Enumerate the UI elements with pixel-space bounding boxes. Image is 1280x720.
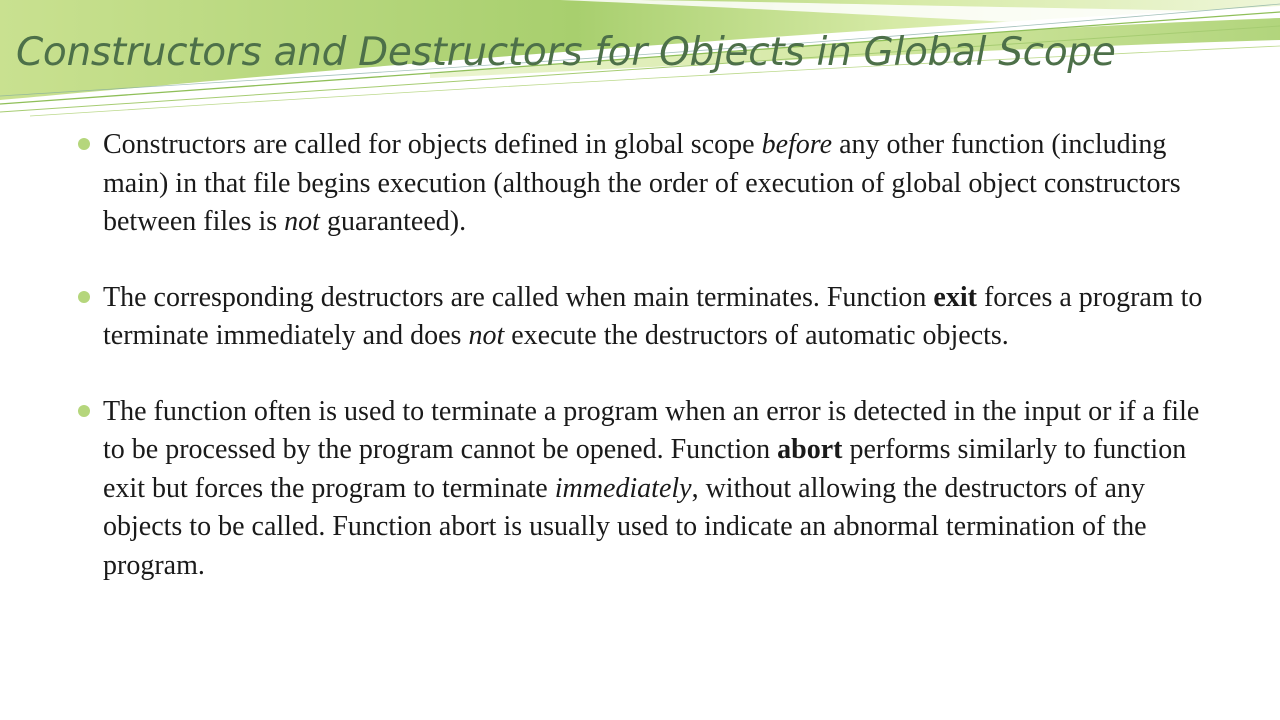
text-run: The function often is used to terminate a program when an error is detected in the input or if a file to be processed by the program cannot be opened. Function (103, 395, 1200, 465)
bullet-item (78, 279, 1228, 356)
bullet-item (78, 126, 1228, 242)
bullet-dot-icon (78, 291, 90, 303)
text-run: forces a program to terminate immediately and does (103, 281, 1203, 351)
bullet-dot-icon (78, 138, 90, 150)
text-run-bold: abort (777, 434, 843, 465)
bullet-text (103, 126, 1228, 242)
bullet-text (103, 279, 1228, 356)
text-run: any other function (including main) in that file begins execution (although the order of execution of global object constructors between files is (103, 129, 1181, 237)
bullet-list (78, 126, 1228, 622)
text-run: performs similarly to function exit but forces the program to terminate (103, 434, 1187, 504)
text-run: , without allowing the destructors of any objects to be called. Function abort is usually used to indicate an abnormal termination of the program. (103, 472, 1147, 581)
text-run: The corresponding destructors are called when main terminates. Function (103, 281, 934, 313)
slide-title: Constructors and Destructors for Objects in Global Scope (16, 30, 1116, 75)
bullet-dot-icon (78, 405, 90, 417)
text-run-italic: not (468, 320, 505, 351)
text-run: guaranteed). (319, 206, 467, 237)
text-run-italic: before (761, 129, 833, 160)
text-run-bold: exit (933, 281, 977, 313)
bullet-item (78, 393, 1228, 586)
text-run: execute the destructors of automatic objects. (504, 320, 1009, 351)
text-run-italic: not (284, 206, 320, 237)
bullet-text (103, 393, 1228, 586)
text-run-italic: immediately (554, 472, 692, 504)
text-run: Constructors are called for objects defined in global scope (103, 129, 762, 160)
